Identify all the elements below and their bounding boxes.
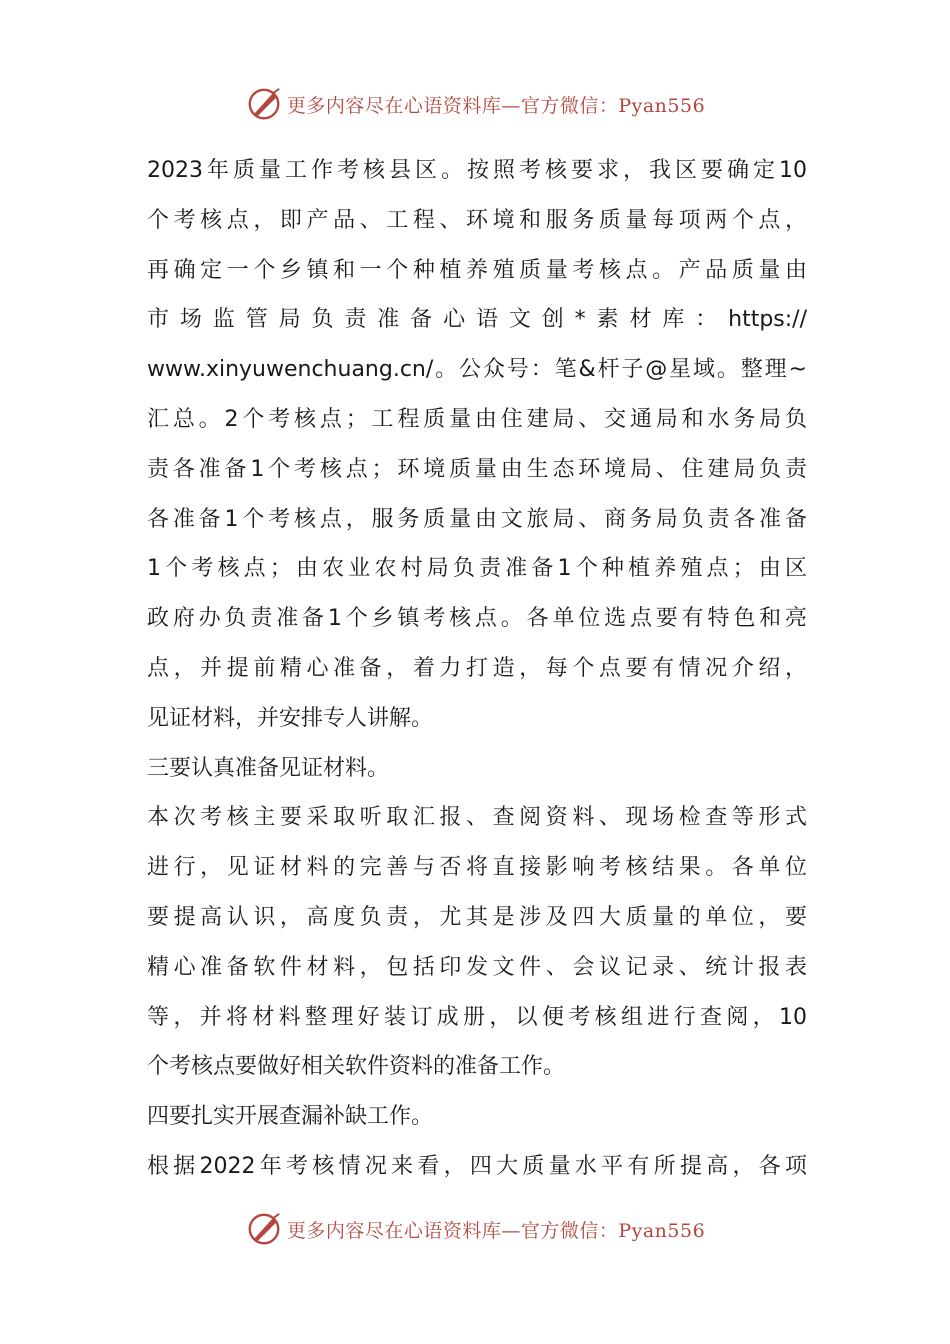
text-line: www.xinyuwenchuang.cn/。公众号：笔&杆子@星域。整理~ bbox=[147, 357, 807, 383]
section-heading: 四要扎实开展查漏补缺工作。 bbox=[147, 1104, 434, 1130]
text-line: 汇总。2个考核点；工程质量由住建局、交通局和水务局负 bbox=[147, 406, 807, 432]
quill-logo-icon bbox=[245, 85, 283, 123]
text-line: 要提高认识，高度负责，尤其是涉及四大质量的单位，要 bbox=[147, 904, 807, 930]
text-line: 个考核点，即产品、工程、环境和服务质量每项两个点， bbox=[147, 207, 807, 233]
text-line: 各准备1个考核点，服务质量由文旅局、商务局负责各准备 bbox=[147, 506, 807, 532]
section-heading: 三要认真准备见证材料。 bbox=[147, 755, 390, 781]
text-line: 2023年质量工作考核县区。按照考核要求，我区要确定10 bbox=[147, 158, 807, 183]
text-line: 政府办负责准备1个乡镇考核点。各单位选点要有特色和亮 bbox=[147, 606, 807, 632]
watermark-text: 更多内容尽在心语资料库—官方微信：Pyan556 bbox=[286, 1219, 706, 1242]
text-line: 根据2022年考核情况来看，四大质量水平有所提高，各项 bbox=[147, 1153, 807, 1179]
text-line: 点，并提前精心准备，着力打造，每个点要有情况介绍， bbox=[147, 655, 807, 681]
text-line: 本次考核主要采取听取汇报、查阅资料、现场检查等形式 bbox=[147, 805, 807, 831]
document-body bbox=[147, 146, 807, 1192]
text-line: 等，并将材料整理好装订成册，以便考核组进行查阅，10 bbox=[147, 1004, 807, 1030]
text-line: 见证材料，并安排专人讲解。 bbox=[147, 705, 434, 731]
text-line: 责各准备1个考核点；环境质量由生态环境局、住建局负责 bbox=[147, 456, 807, 482]
watermark-text: 更多内容尽在心语资料库—官方微信：Pyan556 bbox=[286, 94, 706, 117]
text-line: 精心准备软件材料，包括印发文件、会议记录、统计报表 bbox=[147, 954, 807, 980]
header-watermark bbox=[0, 84, 950, 124]
footer-watermark bbox=[0, 1209, 950, 1249]
text-line: 1个考核点；由农业农村局负责准备1个种植养殖点；由区 bbox=[147, 556, 807, 582]
text-line: 再确定一个乡镇和一个种植养殖质量考核点。产品质量由 bbox=[147, 257, 807, 283]
text-line: 进行，见证材料的完善与否将直接影响考核结果。各单位 bbox=[147, 855, 807, 881]
quill-logo-icon bbox=[245, 1210, 283, 1248]
text-line: 个考核点要做好相关软件资料的准备工作。 bbox=[147, 1054, 566, 1080]
text-line: 市场监管局负责准备心语文创*素材库：https:// bbox=[147, 307, 807, 333]
